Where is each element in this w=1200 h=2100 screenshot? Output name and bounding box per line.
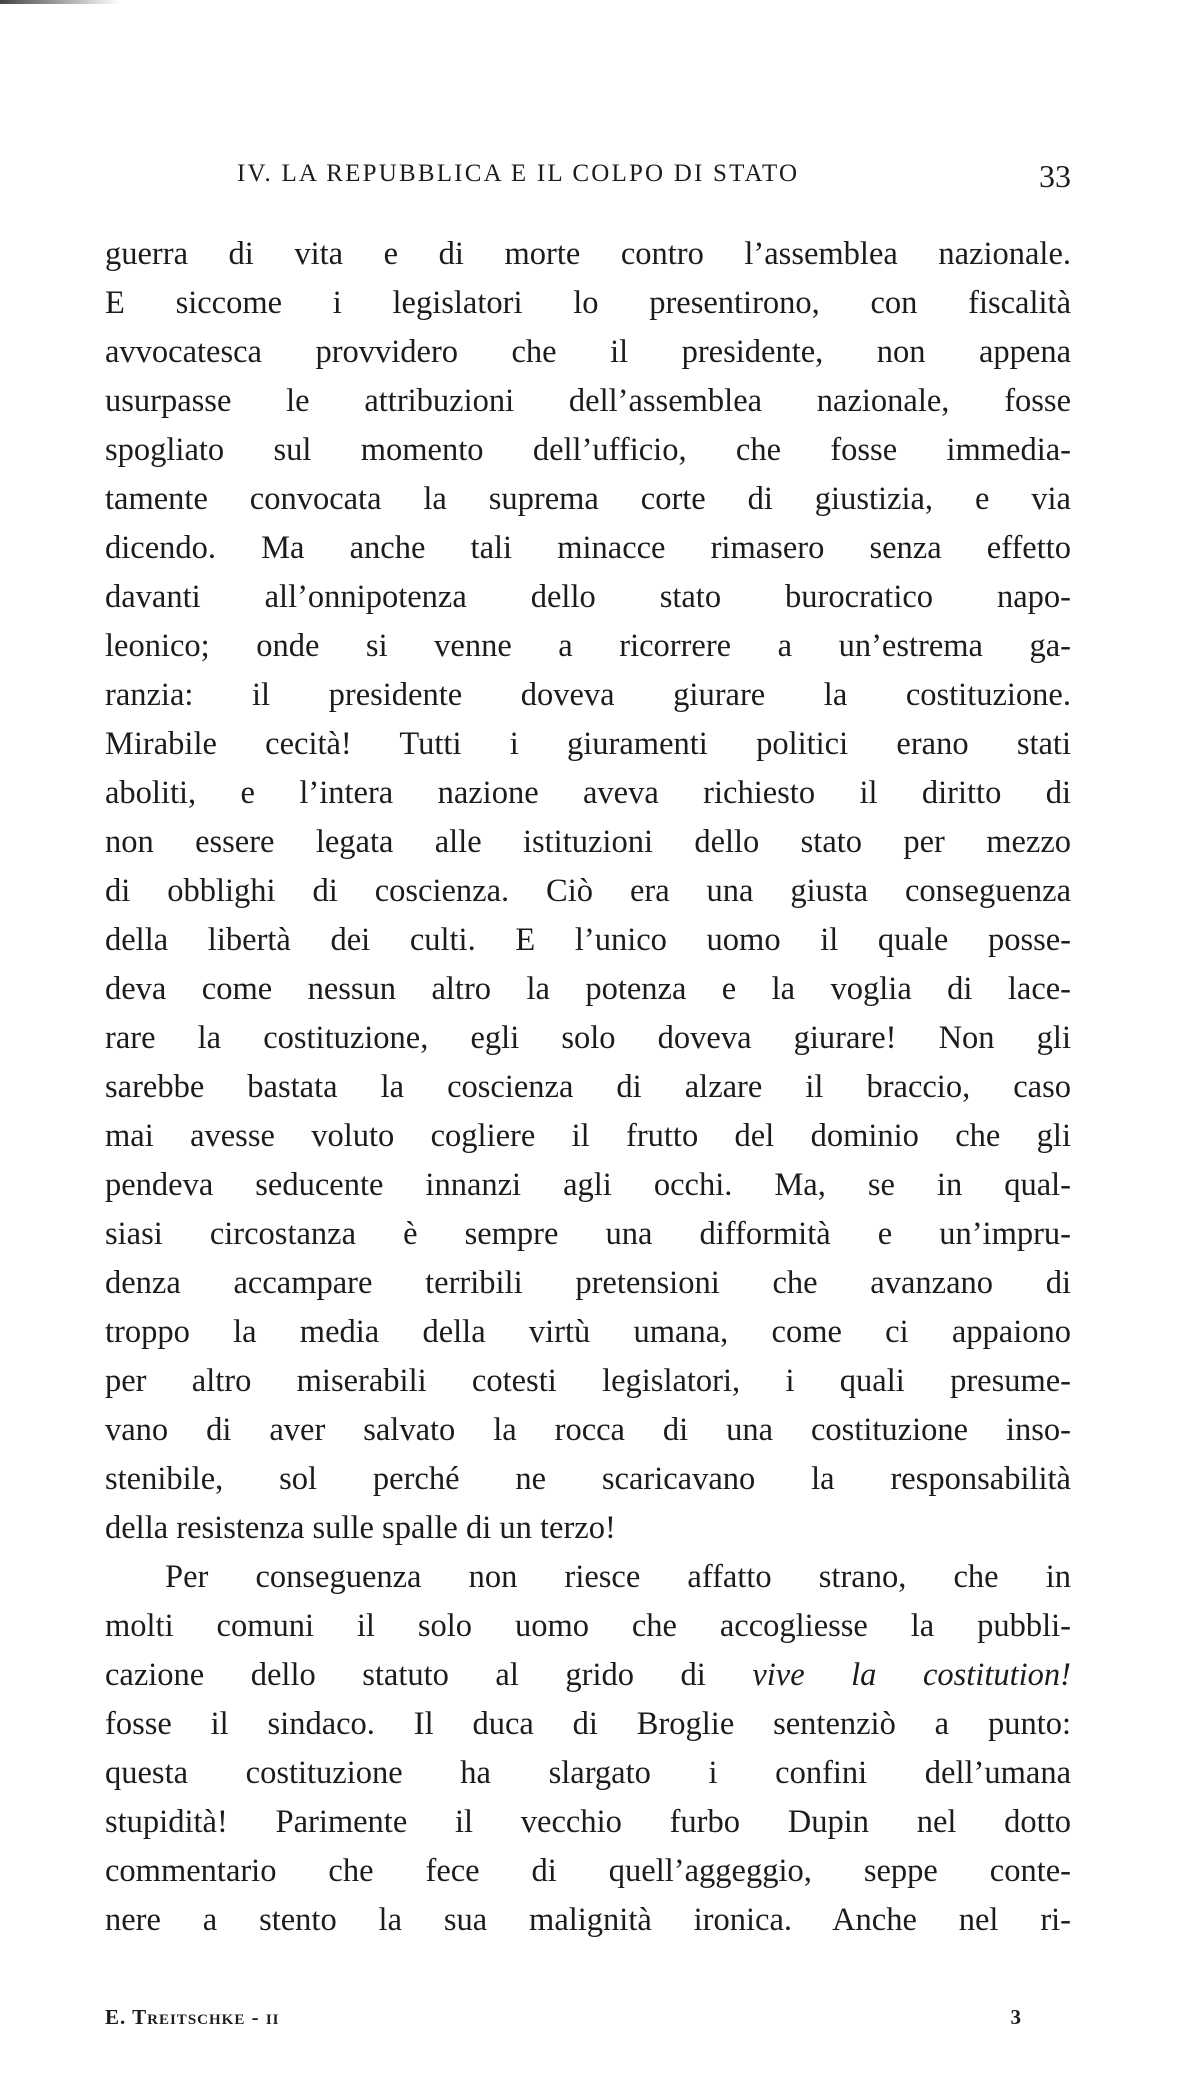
- text-line: non essere legata alle istituzioni dello stato per mezzo: [105, 824, 1071, 860]
- text-line: vano di aver salvato la rocca di una costituzione inso-: [105, 1412, 1071, 1448]
- text-line: stupidità! Parimente il vecchio furbo Dupin nel dotto: [105, 1804, 1071, 1840]
- signature-mark-author: E. Treitschke - ii: [105, 2005, 280, 2029]
- text-line: siasi circostanza è sempre una difformità e un’impru-: [105, 1216, 1071, 1252]
- page-number: 33: [1039, 158, 1071, 194]
- page-header: [105, 160, 1071, 200]
- text-line: dicendo. Ma anche tali minacce rimasero senza effetto: [105, 530, 1071, 566]
- text-line: della resistenza sulle spalle di un terzo!: [105, 1510, 616, 1546]
- text-line: commentario che fece di quell’aggeggio, seppe conte-: [105, 1853, 1071, 1889]
- text-line: avvocatesca provvidero che il presidente, non appena: [105, 334, 1071, 370]
- text-line: tamente convocata la suprema corte di giustizia, e via: [105, 481, 1071, 517]
- text-line: mai avesse voluto cogliere il frutto del dominio che gli: [105, 1118, 1071, 1154]
- text-line: guerra di vita e di morte contro l’assemblea nazionale.: [105, 236, 1071, 272]
- text-line: questa costituzione ha slargato i confini dell’umana: [105, 1755, 1071, 1791]
- text-line: leonico; onde si venne a ricorrere a un’estrema ga-: [105, 628, 1071, 664]
- text-line: spogliato sul momento dell’ufficio, che fosse immedia-: [105, 432, 1071, 468]
- italic-quote: vive la costitution!: [752, 1657, 1071, 1693]
- text-line: davanti all’onnipotenza dello stato burocratico napo-: [105, 579, 1071, 615]
- text-line: pendeva seducente innanzi agli occhi. Ma, se in qual-: [105, 1167, 1071, 1203]
- paragraph-2: [105, 1553, 1071, 1945]
- text-line: nere a stento la sua malignità ironica. Anche nel ri-: [105, 1902, 1071, 1938]
- text-line: denza accampare terribili pretensioni che avanzano di: [105, 1265, 1071, 1301]
- page-footer: [105, 2005, 1021, 2035]
- text-line: [105, 1651, 1071, 1700]
- text-line: Mirabile cecità! Tutti i giuramenti politici erano stati: [105, 726, 1071, 762]
- text-line: Per conseguenza non riesce affatto strano, che in: [165, 1559, 1071, 1595]
- text-line: usurpasse le attribuzioni dell’assemblea nazionale, fosse: [105, 383, 1071, 419]
- text-line: ranzia: il presidente doveva giurare la costituzione.: [105, 677, 1071, 713]
- text-line-segment: cazione dello statuto al grido di: [105, 1657, 753, 1693]
- body-text: [105, 230, 1071, 1945]
- running-head: IV. LA REPUBBLICA E IL COLPO DI STATO: [237, 160, 800, 187]
- text-line: troppo la media della virtù umana, come ci appaiono: [105, 1314, 1071, 1350]
- text-line: E siccome i legislatori lo presentirono, con fiscalità: [105, 285, 1071, 321]
- text-line: per altro miserabili cotesti legislatori, i quali presume-: [105, 1363, 1071, 1399]
- text-line: fosse il sindaco. Il duca di Broglie sentenziò a punto:: [105, 1706, 1071, 1742]
- paragraph-1: [105, 230, 1071, 1553]
- signature-mark-number: 3: [1010, 2005, 1021, 2029]
- text-line: deva come nessun altro la potenza e la voglia di lace-: [105, 971, 1071, 1007]
- text-line: di obblighi di coscienza. Ciò era una giusta conseguenza: [105, 873, 1071, 909]
- text-line: della libertà dei culti. E l’unico uomo il quale posse-: [105, 922, 1071, 958]
- text-line: stenibile, sol perché ne scaricavano la responsabilità: [105, 1461, 1071, 1497]
- text-line: rare la costituzione, egli solo doveva giurare! Non gli: [105, 1020, 1071, 1056]
- text-line: aboliti, e l’intera nazione aveva richiesto il diritto di: [105, 775, 1071, 811]
- text-line: molti comuni il solo uomo che accogliesse la pubbli-: [105, 1608, 1071, 1644]
- text-line: sarebbe bastata la coscienza di alzare il braccio, caso: [105, 1069, 1071, 1105]
- scan-edge-mark: [0, 0, 120, 4]
